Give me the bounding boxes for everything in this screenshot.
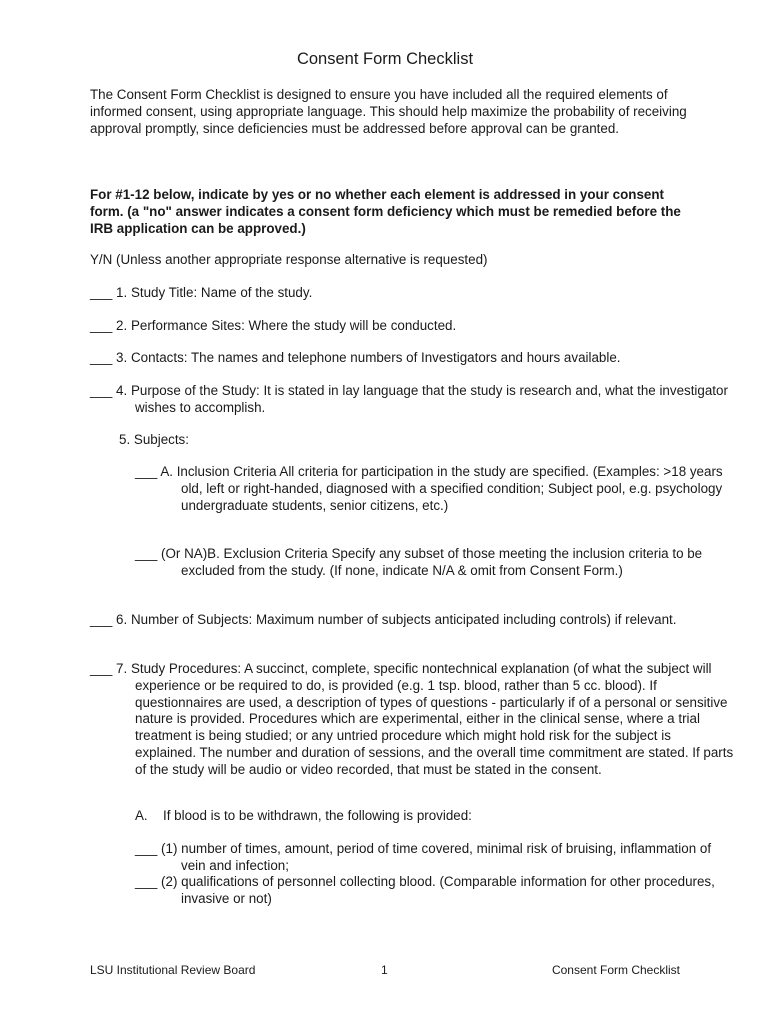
footer-right: Consent Form Checklist <box>551 963 680 977</box>
checklist-item-1: ___ 1. Study Title: Name of the study. <box>90 285 313 300</box>
instructions-paragraph: For #1-12 below, indicate by yes or no whether each element is addressed in your consent form. (a "no" answer indicates a consent form deficiency which must be remedied before the IRB application can be approved.) <box>90 187 681 236</box>
page-title: Consent Form Checklist <box>296 50 474 68</box>
checklist-item-2: ___ 2. Performance Sites: Where the study will be conducted. <box>90 318 457 333</box>
checklist-item-5b: ___ (Or NA)B. Exclusion Criteria Specify any subset of those meeting the inclusion criteria to be excluded from the study. (If none, indicate N/A & omit from Consent Form.) <box>135 546 703 578</box>
footer-page-number: 1 <box>381 963 388 977</box>
item-7a-label: A. <box>135 808 148 823</box>
item-7a-text: If blood is to be withdrawn, the following is provided: <box>163 808 472 823</box>
checklist-item-6: ___ 6. Number of Subjects: Maximum number of subjects anticipated including controls) if relevant. <box>90 612 677 627</box>
checklist-item-7a-2: ___ (2) qualifications of personnel collecting blood. (Comparable information for other procedures, invasive or not) <box>135 874 715 906</box>
checklist-item-7a-1: ___ (1) number of times, amount, period of time covered, minimal risk of bruising, inflammation of vein and infection; <box>135 841 712 873</box>
checklist-item-7: ___ 7. Study Procedures: A succinct, complete, specific nontechnical explanation (of what the subject will experience or be required to do, is provided (e.g. 1 tsp. blood, rather than 5 cc. blood). If questionnaires are used, a description of types of questions - particularly if of a personal or sensitive nature is provided. Procedures which are experimental, either in the clinical sense, where a trial treatment is being studied; or any untried procedure which might hold risk for the subject is explained. The number and duration of sessions, and the overall time commitment are stated. If parts of the study will be audio or video recorded, that must be stated in the consent. <box>90 661 734 777</box>
footer-left: LSU Institutional Review Board <box>90 963 256 977</box>
checklist-item-4: ___ 4. Purpose of the Study: It is stated in lay language that the study is research and, what the investigator wishes to accomplish. <box>90 383 728 415</box>
yn-note: Y/N (Unless another appropriate response alternative is requested) <box>90 252 488 267</box>
checklist-item-3: ___ 3. Contacts: The names and telephone numbers of Investigators and hours available. <box>90 350 621 365</box>
checklist-item-5-heading: 5. Subjects: <box>119 432 189 447</box>
checklist-item-5a: ___ A. Inclusion Criteria All criteria for participation in the study are specified. (Examples: >18 years old, left or right-handed, diagnosed with a specified condition; Subject pool, e.g. psychology undergraduate students, senior citizens, etc.) <box>135 464 723 513</box>
intro-paragraph: The Consent Form Checklist is designed to ensure you have included all the required elements of informed consent, using appropriate language. This should help maximize the probability of receiving approval promptly, since deficiencies must be addressed before approval can be granted. <box>90 87 687 136</box>
